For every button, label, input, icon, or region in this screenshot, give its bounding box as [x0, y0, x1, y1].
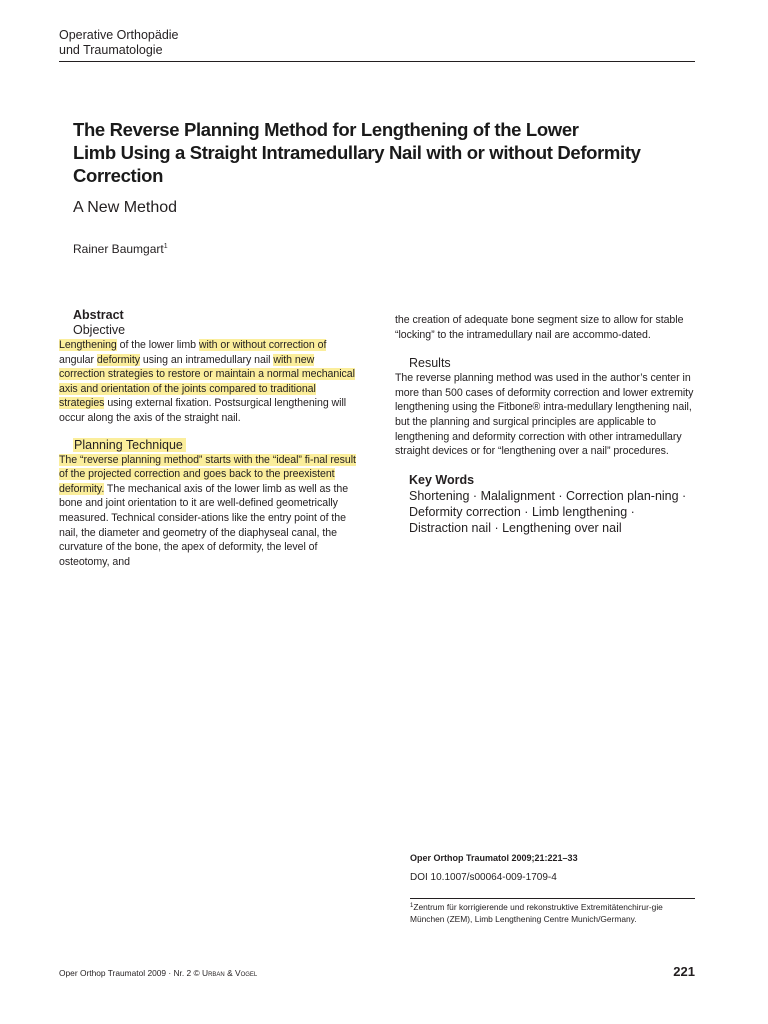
keywords-text: Shortening · Malalignment · Correction plan-ning · Deformity correction · Limb lengthening · Distraction nail · Lengthening over nail [409, 488, 687, 535]
highlight: Lengthening [59, 339, 117, 351]
objective-heading: Objective [73, 323, 126, 337]
left-column [59, 308, 359, 569]
author-name: Rainer Baumgart [73, 242, 164, 256]
footnote-mark: 1 [410, 903, 414, 909]
citation: Oper Orthop Traumatol 2009;21:221–33 [410, 853, 578, 863]
title-line-2: Limb Using a Straight Intramedullary Nail with or without Deformity [73, 142, 641, 163]
planning-heading-wrap [73, 438, 359, 453]
results-text: The reverse planning method was used in the author’s center in more than 500 cases of deformity correction and lower extremity lengthening using the Fitbone® intra-medullary lengthening nail, but the planning and surgical principles are applicable to lengthening and deformity correction with other intramedullary straight devices or for “lengthening over a nail” procedures. [395, 372, 694, 458]
highlight: deformity [96, 353, 141, 366]
abstract-heading: Abstract [73, 308, 124, 322]
footnote-rule [410, 898, 695, 899]
title-line-3: Correction [73, 165, 164, 186]
journal-name [59, 28, 179, 58]
title-line-1: The Reverse Planning Method for Lengthening of the Lower [73, 119, 579, 140]
planning-text: The “reverse planning method” starts with the “ideal” fi-nal result of the projected correction and goes back to the preexistent deformity. The mechanical axis of the lower limb as well as the bone and joint orientation to it are well-defined geometrically measured. Technical consider-ations like the entry point of the nail, the diameter and geometry of the diaphyseal canal, the curvature of the bone, the apex of deformity, the level of osteotomy, and [59, 453, 356, 568]
right-column [395, 313, 695, 536]
keywords-heading: Key Words [409, 472, 475, 487]
article-subtitle: A New Method [73, 199, 178, 216]
results-heading: Results [409, 356, 451, 371]
author-affiliation-mark: 1 [163, 243, 168, 250]
highlight: with or without correction of [198, 339, 327, 351]
planning-heading: Planning Technique [73, 438, 186, 452]
highlight: The “reverse planning method” starts with the “ideal” fi-nal result of the projected correction and goes back to the preexistent deformity. [59, 453, 356, 495]
continuation-text: the creation of adequate bone segment size to allow for stable “locking” to the intramedullary nail are accommo-dated. [395, 314, 684, 341]
publisher: Urban & Vogel [202, 968, 258, 978]
header-rule [59, 61, 695, 62]
journal-name-line1: Operative Orthopädie [59, 28, 179, 42]
footnote [410, 901, 695, 925]
footnote-text: Zentrum für korrigierende und rekonstruktive Extremitätenchirur-gie München (ZEM), Limb Lengthening Centre Munich/Germany. [410, 902, 663, 924]
author [73, 239, 168, 257]
article-title [73, 118, 713, 187]
highlight: with new correction strategies to restore or maintain a normal mechanical axis and orientation of the joints compared to traditional strategies [59, 353, 355, 410]
footer-citation: Oper Orthop Traumatol 2009 · Nr. 2 © Urban & Vogel [59, 968, 258, 978]
journal-name-line2: und Traumatologie [59, 43, 163, 57]
objective-text: Lengthening of the lower limb with or without correction of angular deformity using an intramedullary nail with new correction strategies to restore or maintain a normal mechanical axis and orientation of the joints compared to traditional strategies using external fixation. Postsurgical lengthening will occur along the axis of the straight nail. [59, 339, 355, 424]
page-number: 221 [673, 964, 695, 979]
doi: DOI 10.1007/s00064-009-1709-4 [410, 872, 557, 883]
